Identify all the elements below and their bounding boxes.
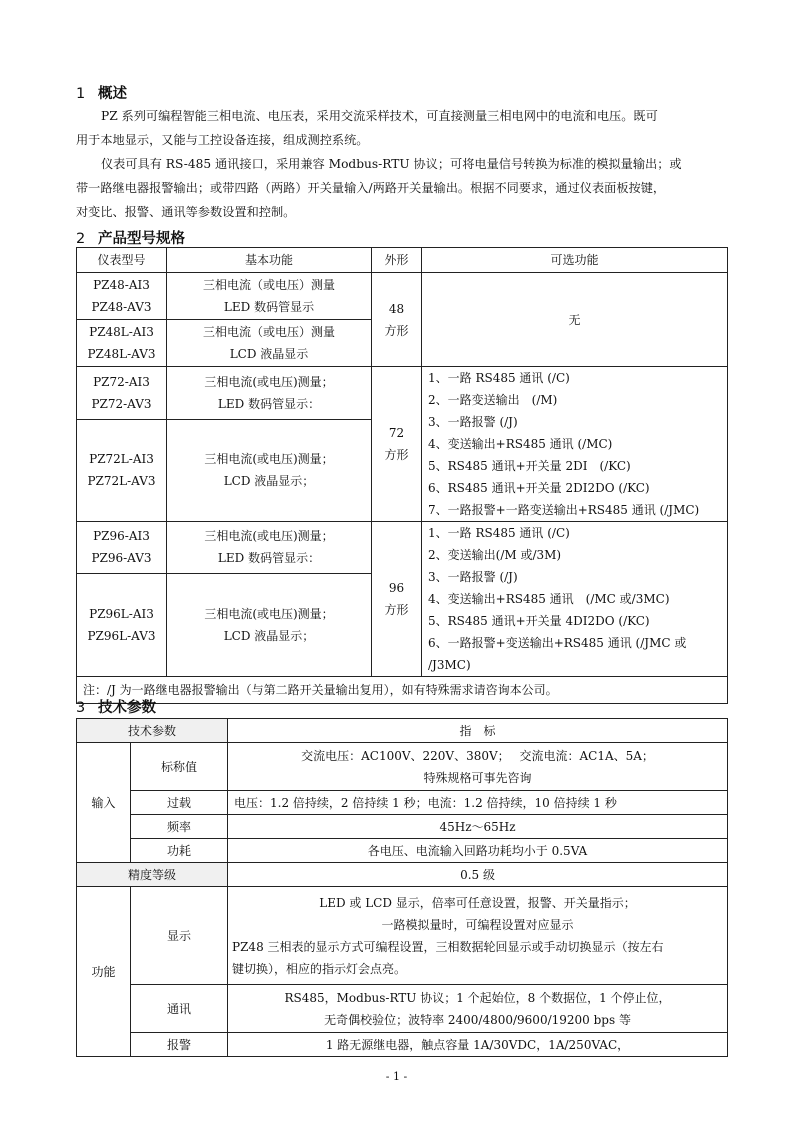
- table-row: [77, 863, 728, 887]
- overview-text: [76, 104, 742, 224]
- header-optional-function: 可选功能: [422, 248, 728, 273]
- section-heading-models: [76, 227, 185, 248]
- overview-para-2-line-2: 带一路继电器报警输出；或带四路（两路）开关量输入/两路开关量输出。根据不同要求，通过仪表面板按键，: [76, 181, 666, 195]
- header-model: 仪表型号: [77, 248, 167, 273]
- shape-cell: 72 方形: [372, 367, 422, 522]
- table-row: [77, 839, 728, 863]
- overload-value: 电压：1.2 倍持续，2 倍持续 1 秒；电流：1.2 倍持续，10 倍持续 1 秒: [228, 791, 728, 815]
- power-value: 各电压、电流输入回路功耗均小于 0.5VA: [228, 839, 728, 863]
- model-cell: PZ48L-AI3 PZ48L-AV3: [77, 320, 167, 367]
- section-number: 2: [76, 231, 86, 247]
- shape-cell: 96 方形: [372, 522, 422, 677]
- table-row: [77, 522, 728, 574]
- section-title: 技术参数: [98, 700, 156, 716]
- power-label: 功耗: [131, 839, 228, 863]
- comm-label: 通讯: [131, 985, 228, 1033]
- frequency-label: 频率: [131, 815, 228, 839]
- tech-params-table: [76, 718, 728, 1057]
- table-row: [77, 743, 728, 791]
- table-header-row: [77, 719, 728, 743]
- model-cell: PZ96L-AI3 PZ96L-AV3: [77, 573, 167, 676]
- model-cell: PZ72-AI3 PZ72-AV3: [77, 367, 167, 420]
- accuracy-value: 0.5 级: [228, 863, 728, 887]
- frequency-value: 45Hz～65Hz: [228, 815, 728, 839]
- table-note-row: [77, 677, 728, 704]
- table-row: [77, 791, 728, 815]
- table-row: [77, 887, 728, 985]
- header-shape: 外形: [372, 248, 422, 273]
- section-title: 产品型号规格: [98, 231, 185, 247]
- overview-para-2-line-3: 对变比、报警、通讯等参数设置和控制。: [76, 205, 296, 219]
- header-spec: 指 标: [228, 719, 728, 743]
- table-row: [77, 985, 728, 1033]
- accuracy-label: 精度等级: [77, 863, 228, 887]
- display-value: LED 或 LCD 显示，倍率可任意设置，报警、开关量指示； 一路模拟量时，可编程设置对应显示 PZ48 三相表的显示方式可编程设置，三相数据轮回显示或手动切换显示（按左右 键切换），相应的指示灯会点亮。: [228, 887, 728, 985]
- section-heading-tech-params: [76, 696, 156, 717]
- model-cell: PZ48-AI3 PZ48-AV3: [77, 273, 167, 320]
- model-cell: PZ96-AI3 PZ96-AV3: [77, 522, 167, 574]
- alarm-value: 1 路无源继电器，触点容量 1A/30VDC，1A/250VAC，: [228, 1033, 728, 1057]
- model-spec-table: [76, 247, 728, 704]
- header-basic-function: 基本功能: [167, 248, 372, 273]
- function-cell: 三相电流(或电压)测量； LED 数码管显示：: [167, 522, 372, 574]
- rated-label: 标称值: [131, 743, 228, 791]
- overview-para-1-line-2: 用于本地显示，又能与工控设备连接，组成测控系统。: [76, 133, 369, 147]
- alarm-label: 报警: [131, 1033, 228, 1057]
- input-group-label: 输入: [77, 743, 131, 863]
- header-tech-param: 技术参数: [77, 719, 228, 743]
- table-row: [77, 815, 728, 839]
- shape-cell: 48 方形: [372, 273, 422, 367]
- rated-value: 交流电压：AC100V、220V、380V； 交流电流：AC1A、5A； 特殊规格可事先咨询: [228, 743, 728, 791]
- table-row: [77, 367, 728, 420]
- options-cell: 1、一路 RS485 通讯 (/C) 2、一路变送输出 (/M) 3、一路报警 (/J) 4、变送输出+RS485 通讯 (/MC) 5、RS485 通讯+开关量 2DI (/KC) 6、RS485 通讯+开关量 2DI2DO (/KC) 7、一路报警+一路变送输出+RS485 通讯 (/JMC): [422, 367, 728, 522]
- overload-label: 过载: [131, 791, 228, 815]
- section-number: 1: [76, 86, 86, 102]
- page-number: - 1 -: [385, 1070, 408, 1083]
- function-cell: 三相电流(或电压)测量； LCD 液晶显示；: [167, 419, 372, 521]
- function-cell: 三相电流（或电压）测量 LCD 液晶显示: [167, 320, 372, 367]
- overview-para-2-line-1: 仪表可具有 RS-485 通讯接口，采用兼容 Modbus-RTU 协议；可将电量信号转换为标准的模拟量输出；或: [101, 157, 682, 171]
- display-label: 显示: [131, 887, 228, 985]
- function-cell: 三相电流（或电压）测量 LED 数码管显示: [167, 273, 372, 320]
- function-cell: 三相电流(或电压)测量； LCD 液晶显示；: [167, 573, 372, 676]
- table-row: [77, 273, 728, 320]
- section-title: 概述: [98, 86, 127, 102]
- comm-value: RS485，Modbus-RTU 协议；1 个起始位，8 个数据位，1 个停止位， 无奇偶校验位；波特率 2400/4800/9600/19200 bps 等: [228, 985, 728, 1033]
- table-row: [77, 1033, 728, 1057]
- function-group-label: 功能: [77, 887, 131, 1057]
- section-heading-overview: [76, 82, 127, 103]
- table-header-row: [77, 248, 728, 273]
- function-cell: 三相电流(或电压)测量； LED 数码管显示：: [167, 367, 372, 420]
- model-cell: PZ72L-AI3 PZ72L-AV3: [77, 419, 167, 521]
- overview-para-1-line-1: PZ 系列可编程智能三相电流、电压表，采用交流采样技术，可直接测量三相电网中的电流和电压。既可: [101, 109, 658, 123]
- section-number: 3: [76, 700, 86, 716]
- options-cell: 无: [422, 273, 728, 367]
- table-note: 注：/J 为一路继电器报警输出（与第二路开关量输出复用），如有特殊需求请咨询本公司。: [77, 677, 728, 704]
- options-cell: 1、一路 RS485 通讯 (/C) 2、变送输出(/M 或/3M) 3、一路报警 (/J) 4、变送输出+RS485 通讯 (/MC 或/3MC) 5、RS485 通讯+开关量 4DI2DO (/KC) 6、一路报警+变送输出+RS485 通讯 (/JMC 或 /J3MC): [422, 522, 728, 677]
